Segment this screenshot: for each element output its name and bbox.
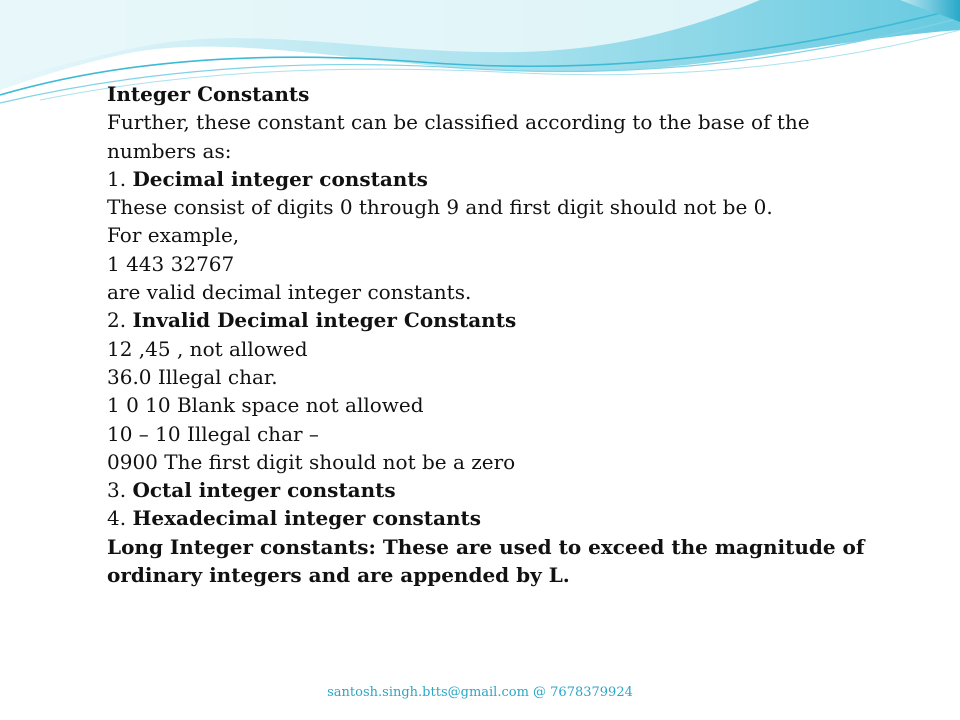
section-3-number: 3.: [107, 478, 133, 503]
invalid-item: 12 ,45 , not allowed: [107, 336, 308, 361]
section-3-title: Octal integer constants: [132, 478, 396, 503]
invalid-item: 0900 The first digit should not be a zero: [107, 449, 516, 474]
section-4: [107, 504, 877, 532]
slide-content: [107, 80, 877, 589]
decimal-description: These consist of digits 0 through 9 and first digit should not be 0.: [107, 195, 773, 220]
for-example: For example,: [107, 223, 240, 248]
intro-text: Further, these constant can be classified according to the base of the numbers as:: [107, 110, 810, 163]
section-4-title: Hexadecimal integer constants: [132, 506, 481, 531]
heading: Integer Constants: [107, 82, 310, 106]
section-1-title: Decimal integer constants: [132, 166, 428, 191]
invalid-item: 10 – 10 Illegal char –: [107, 421, 319, 446]
valid-note: are valid decimal integer constants.: [107, 280, 472, 305]
invalid-item: 1 0 10 Blank space not allowed: [107, 393, 424, 418]
section-1-number: 1.: [107, 166, 133, 191]
long-integer-note: Long Integer constants: These are used to exceed the magnitude of ordinary integers and are appended by L.: [107, 534, 865, 588]
section-2: [107, 306, 877, 334]
examples: 1 443 32767: [107, 251, 235, 276]
section-4-number: 4.: [107, 506, 133, 531]
section-1: [107, 165, 877, 193]
section-2-number: 2.: [107, 308, 133, 333]
section-2-title: Invalid Decimal integer Constants: [132, 308, 517, 333]
footer-contact: santosh.singh.btts@gmail.com @ 7678379924: [327, 685, 633, 700]
invalid-item: 36.0 Illegal char.: [107, 364, 278, 389]
section-3: [107, 476, 877, 504]
